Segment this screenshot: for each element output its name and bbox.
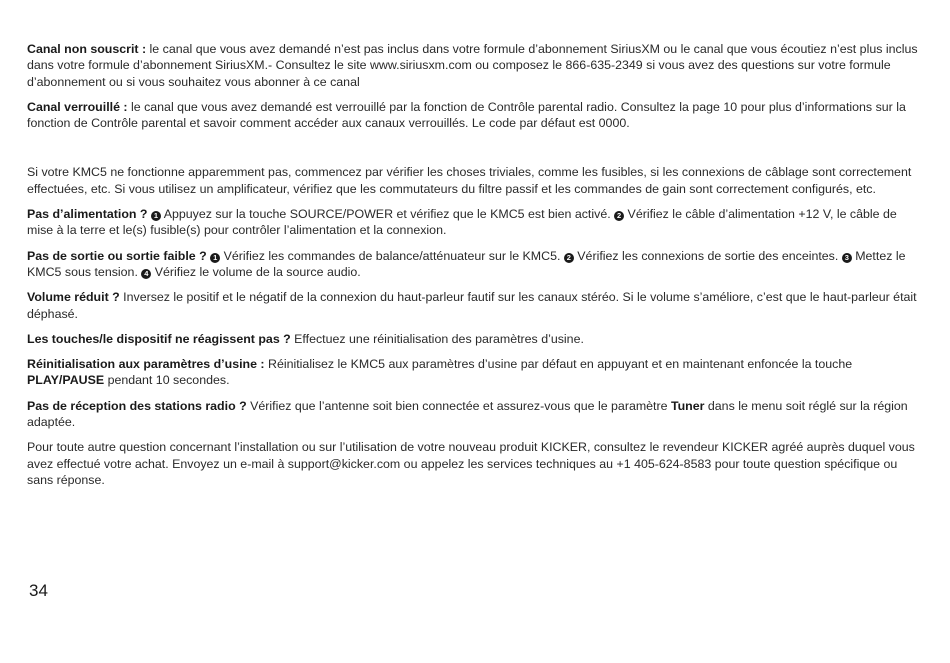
paragraph-text: le canal que vous avez demandé n’est pas inclus dans votre formule d’abonnement SiriusXM ou le canal que vous écoutiez n’est plus inclus dans votre formule d’abonnement SiriusXM.- Consultez le site www.siriusxm.com ou composez le 866-635-2349 si vous avez des questions sur votre formule d’abonnement ou si vous souhaitez vous abonner à ce canal [27, 42, 918, 89]
paragraph-contact-support [27, 439, 923, 488]
paragraph-text: Pour toute autre question concernant l’installation ou sur l’utilisation de votre nouveau produit KICKER, consultez le revendeur KICKER agréé auprès duquel vous avez effectué votre achat. Envoyez un e-mail à support@kicker.com ou appelez les services techniques au +1 405-624-8583 pour toute question spécifique ou sans réponse. [27, 440, 915, 487]
paragraph-canal-non-souscrit [27, 41, 923, 90]
paragraph-title: Volume réduit ? [27, 290, 120, 305]
step-text: Vérifiez le câble d’alimentation +12 V, le câble de mise à la terre et le(s) fusible(s) pour contrôler l’alimentation et la connexion. [27, 207, 897, 238]
paragraph-text: Si votre KMC5 ne fonctionne apparemment pas, commencez par vérifier les choses triviales, comme les fusibles, si les connexions de câblage sont correctement effectuées, etc. Si vous utilisez un amplificateur, vérifiez que les commutateurs du filtre passif et les commandes de gain sont correctement configurés, etc. [27, 165, 912, 196]
paragraph-text: le canal que vous avez demandé est verrouillé par la fonction de Contrôle parental radio. Consultez la page 10 pour plus d’informations sur la fonction de Contrôle parental et savoir comment accéder aux canaux verrouillés. Le code par défaut est 0000. [27, 99, 906, 131]
step-text: Mettez le KMC5 sous tension. [27, 248, 906, 279]
paragraph-pas-de-sortie [27, 248, 923, 281]
paragraph-title: Canal verrouillé : [27, 99, 128, 114]
paragraph-title: Canal non souscrit : [27, 42, 147, 56]
paragraph-pas-de-reception [27, 398, 923, 431]
paragraph-title: Réinitialisation aux paramètres d’usine : [27, 357, 265, 372]
paragraph-title: Pas d’alimentation ? [27, 207, 148, 222]
paragraph-title: Pas de réception des stations radio ? [27, 398, 247, 413]
paragraph-text: dans le menu soit réglé sur la région adaptée. [27, 398, 908, 430]
paragraph-volume-reduit [27, 289, 923, 322]
key-label-tuner: Tuner [670, 398, 705, 413]
paragraph-touches-ne-reagissent-pas [27, 331, 923, 347]
step-number-badge: 4 [141, 269, 151, 279]
paragraph-title: Pas de sortie ou sortie faible ? [27, 248, 207, 263]
paragraph-text: Effectuez une réinitialisation des paramètres d’usine. [290, 331, 584, 346]
step-number-badge: 1 [210, 253, 220, 263]
step-text: Vérifiez les commandes de balance/atténuateur sur le KMC5. [220, 248, 564, 263]
paragraph-canal-verrouille [27, 99, 923, 132]
paragraph-text: Réinitialisez le KMC5 aux paramètres d’usine par défaut en appuyant et en maintenant enfoncée la touche [264, 357, 853, 372]
step-number-badge: 1 [151, 211, 161, 221]
paragraph-troubleshooting-intro [27, 164, 923, 197]
document-body [27, 41, 923, 488]
paragraph-title: Les touches/le dispositif ne réagissent pas ? [27, 331, 291, 346]
paragraph-pas-alimentation [27, 206, 923, 239]
step-text: Vérifiez le volume de la source audio. [151, 264, 361, 279]
page-number: 34 [29, 581, 48, 600]
step-number-badge: 2 [614, 211, 624, 221]
step-number-badge: 2 [564, 253, 574, 263]
key-label-play-pause: PLAY/PAUSE [27, 373, 105, 388]
paragraph-reinitialisation [27, 356, 923, 389]
step-number-badge: 3 [842, 253, 852, 263]
step-text: Vérifiez les connexions de sortie des enceintes. [573, 248, 842, 263]
paragraph-text: Inversez le positif et le négatif de la connexion du haut-parleur fautif sur les canaux stéréo. Si le volume s’améliore, c’est que le haut-parleur était déphasé. [27, 290, 917, 321]
paragraph-text: Vérifiez que l’antenne soit bien connectée et assurez-vous que le paramètre [246, 398, 671, 413]
step-text: Appuyez sur la touche SOURCE/POWER et vérifiez que le KMC5 est bien activé. [160, 207, 615, 222]
paragraph-text: pendant 10 secondes. [104, 373, 230, 388]
